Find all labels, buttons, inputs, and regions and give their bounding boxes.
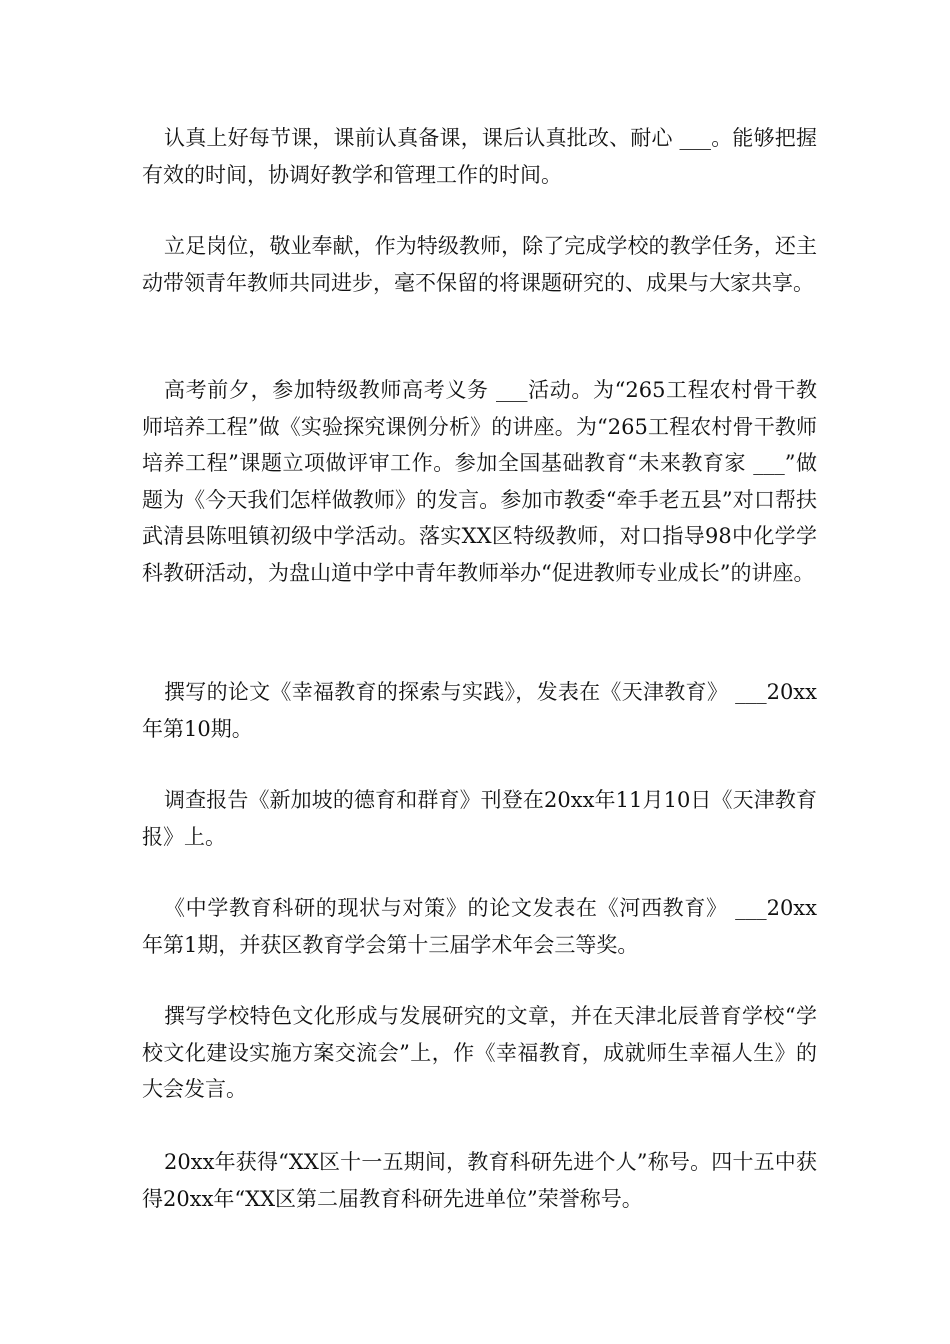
paragraph-school-culture: 撰写学校特色文化形成与发展研究的文章，并在天津北辰普育学校“学校文化建设实施方案交流会”上，作《幸福教育，成就师生幸福人生》的大会发言。: [142, 1004, 817, 1101]
paragraph-research-paper: 《中学教育科研的现状与对策》的论文发表在《河西教育》 ___20xx年第1期，并获区教育学会第十三届学术年会三等奖。: [142, 896, 817, 957]
paragraph-awards: 20xx年获得“XX区十一五期间，教育科研先进个人”称号。四十五中获得20xx年“XX区第二届教育科研先进单位”荣誉称号。: [142, 1150, 817, 1211]
paragraph-dedication: 立足岗位，敬业奉献，作为特级教师，除了完成学校的教学任务，还主动带领青年教师共同进步，毫不保留的将课题研究的、成果与大家共享。: [142, 234, 817, 295]
paragraph-survey-report: 调查报告《新加坡的德育和群育》刊登在20xx年11月10日《天津教育报》上。: [142, 788, 817, 849]
paragraph-teaching-duties: 认真上好每节课，课前认真备课，课后认真批改、耐心 ___。能够把握有效的时间，协调好教学和管理工作的时间。: [142, 126, 817, 187]
paragraph-paper-happiness-education: 撰写的论文《幸福教育的探索与实践》，发表在《天津教育》 ___20xx年第10期。: [142, 680, 817, 741]
paragraph-activities: 高考前夕，参加特级教师高考义务 ___活动。为“265工程农村骨干教师培养工程”做《实验探究课例分析》的讲座。为“265工程农村骨干教师培养工程”课题立项做评审工作。参加全国基础教育“未来教育家 ___”做题为《今天我们怎样做教师》的发言。参加市教委“牵手老五县”对口帮扶武清县陈咀镇初级中学活动。落实XX区特级教师，对口指导98中化学学科教研活动，为盘山道中学中青年教师举办“促进教师专业成长”的讲座。: [142, 378, 817, 585]
